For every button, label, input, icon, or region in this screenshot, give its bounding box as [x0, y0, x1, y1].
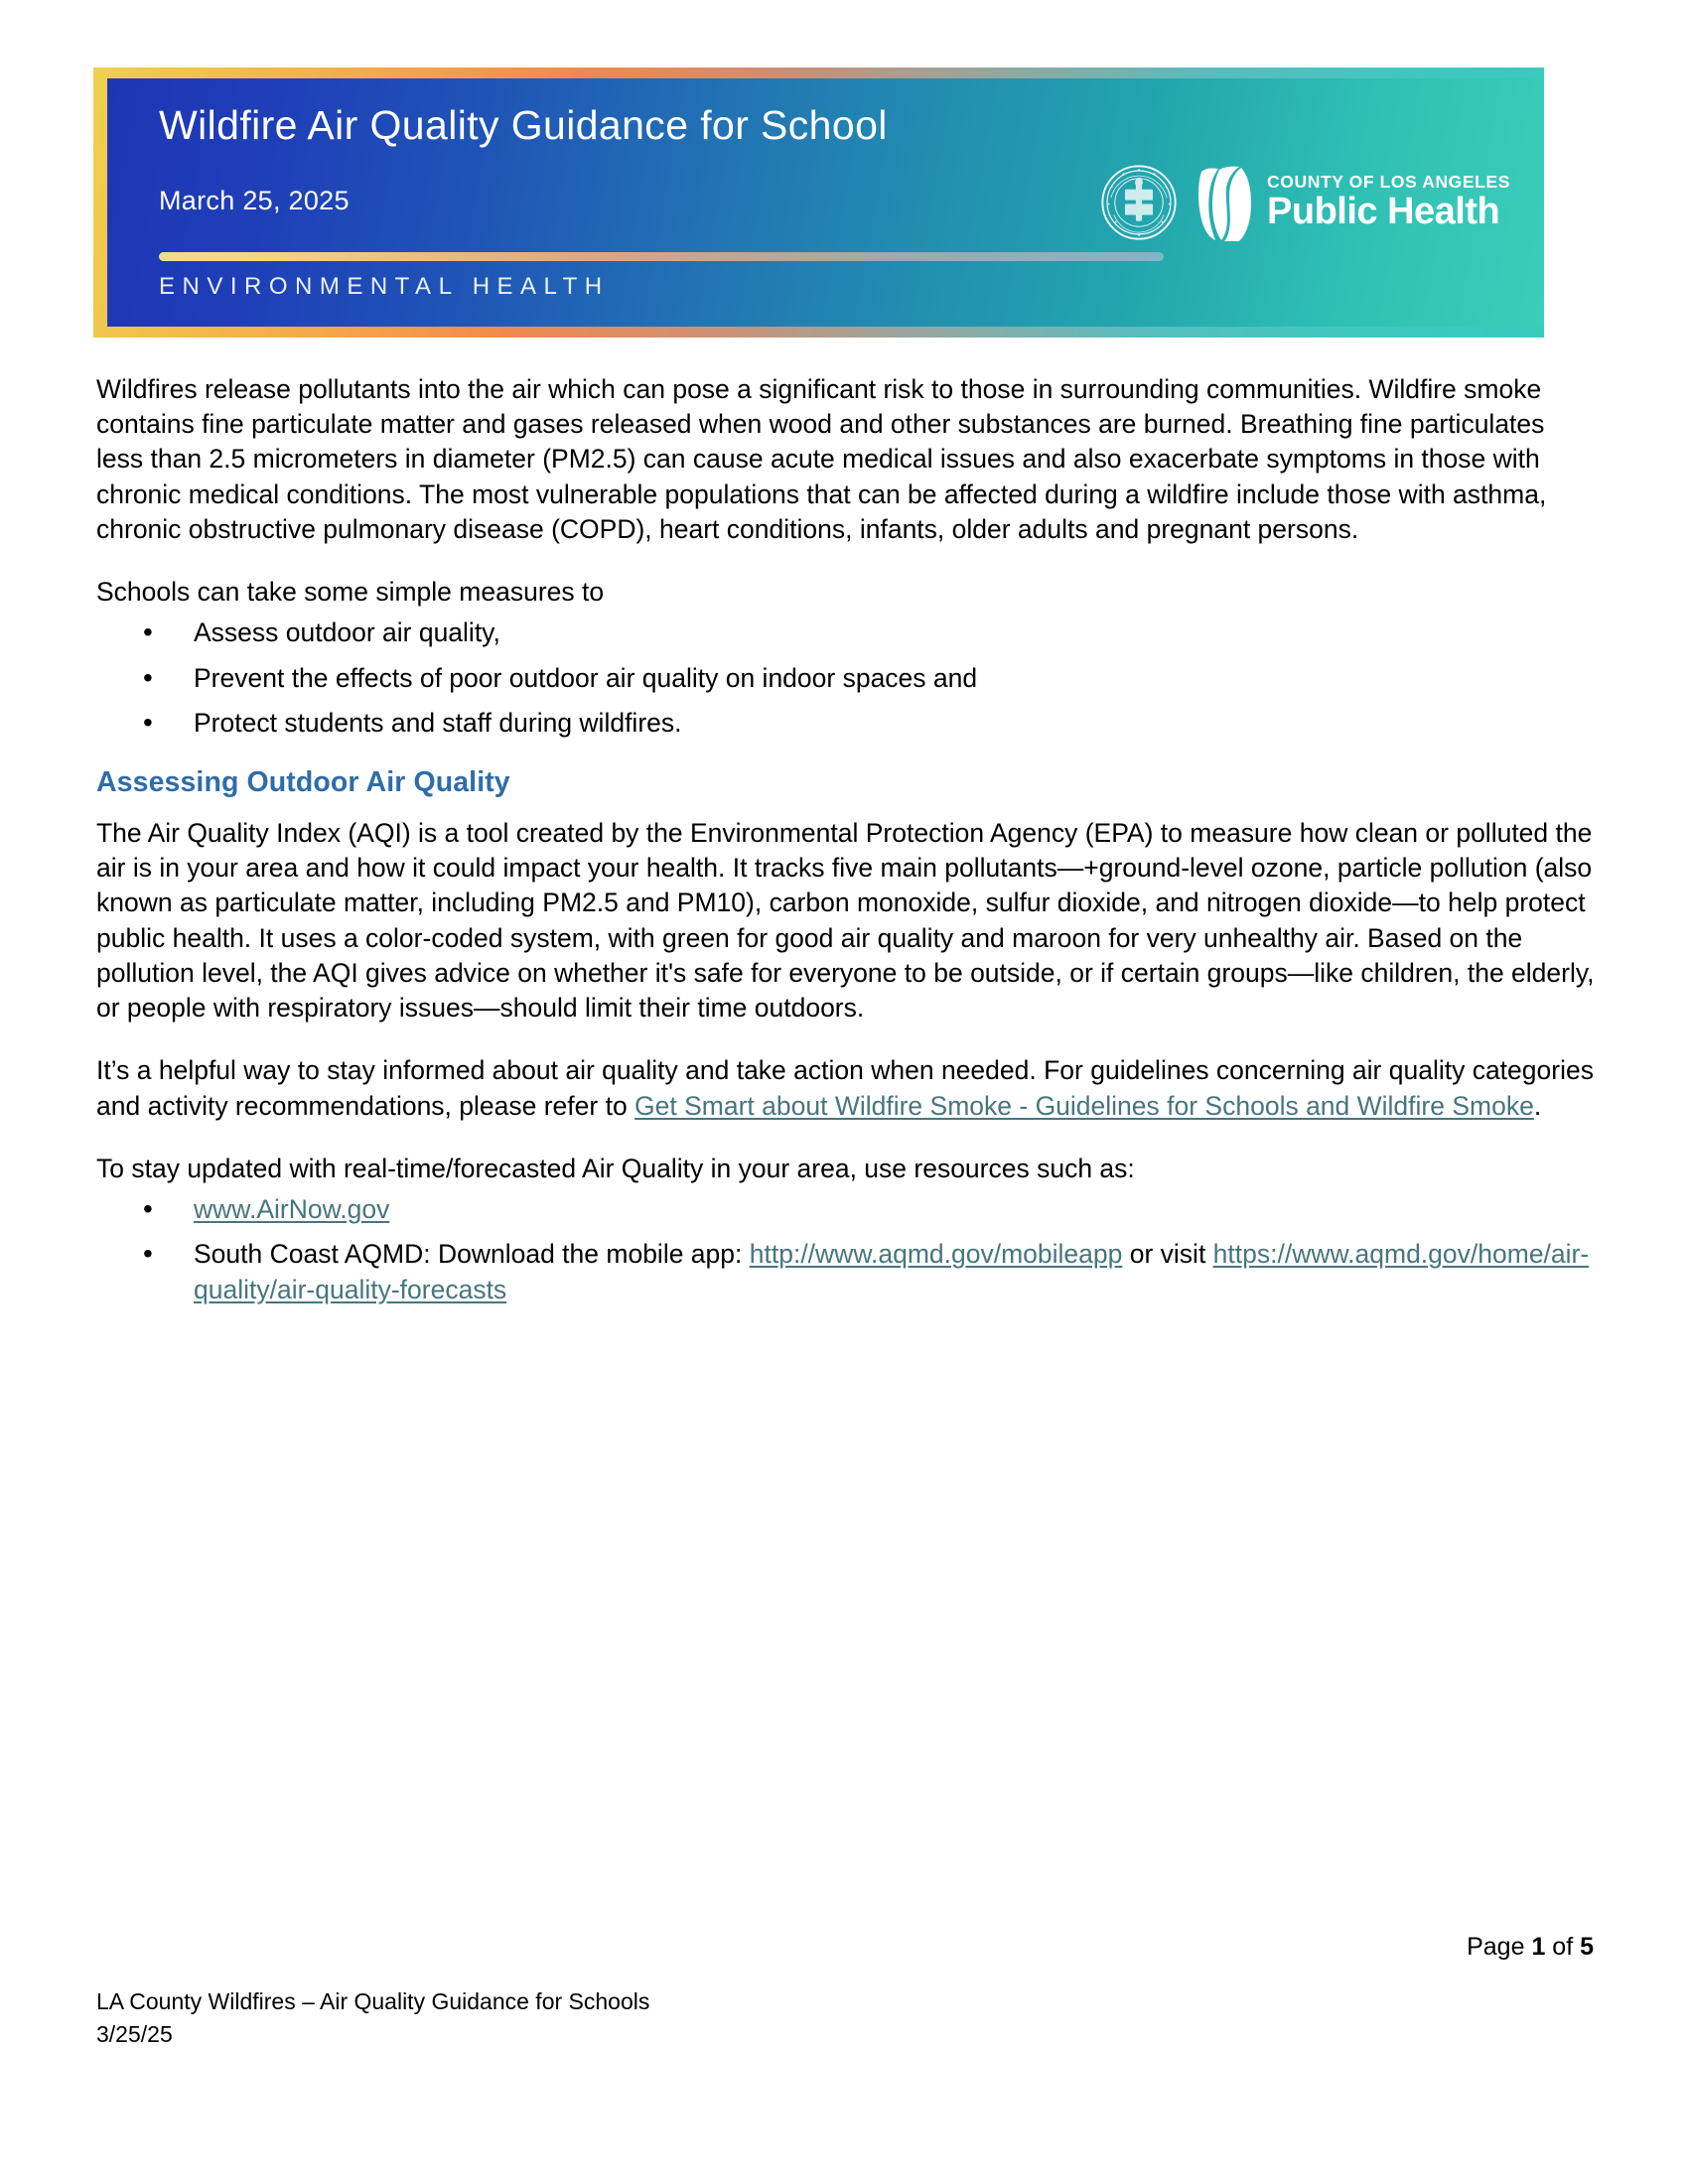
page-number: [1467, 1933, 1594, 1962]
list-item: [96, 1192, 1596, 1227]
list-item: • Prevent the effects of poor outdoor air quality on indoor spaces and: [96, 661, 1596, 696]
resources-lead: To stay updated with real-time/forecasted Air Quality in your area, use resources such as:: [96, 1153, 1135, 1183]
aqmd-mobileapp-link[interactable]: http://www.aqmd.gov/mobileapp: [749, 1239, 1123, 1270]
document-body: [96, 372, 1596, 1331]
footer-doc-date: 3/25/25: [96, 2020, 173, 2047]
measures-lead: Schools can take some simple measures to: [96, 577, 605, 608]
helpful-text-before: It’s a helpful way to stay informed about air quality and take action when needed. For guidelines concerning air quality categories and activity recommendations, please refer to: [96, 1055, 1594, 1121]
section-heading-assessing-outdoor-air-quality: Assessing Outdoor Air Quality: [96, 766, 510, 799]
county-line: COUNTY OF LOS ANGELES: [1267, 171, 1510, 192]
public-health-faces-icon: [1196, 164, 1257, 241]
document-header-banner: [93, 68, 1544, 338]
measures-list: [96, 615, 1596, 741]
footer: [96, 1985, 649, 2050]
page-current: 1: [1531, 1933, 1546, 1961]
banner-subtitle: ENVIRONMENTAL HEALTH: [159, 273, 610, 300]
page-total: 5: [1580, 1933, 1594, 1961]
aqmd-text-prefix: South Coast AQMD: Download the mobile app:: [194, 1239, 750, 1270]
intro-paragraph: Wildfires release pollutants into the air which can pose a significant risk to those in surrounding communities. Wildfire smoke contains fine particulate matter and gases released when wood and other substances are burned. Breathing fine particulates less than 2.5 micrometers in diameter (PM2.5) can cause acute medical issues and also exacerbate symptoms in those with chronic medical conditions. The most vulnerable populations that can be affected during a wildfire include those with asthma, chronic obstructive pulmonary disease (COPD), heart conditions, infants, older adults and pregnant persons.: [96, 374, 1547, 544]
helpful-text-after: .: [1533, 1090, 1542, 1121]
airnow-link[interactable]: www.AirNow.gov: [194, 1194, 390, 1225]
list-item: • Assess outdoor air quality,: [96, 615, 1596, 650]
list-item: [96, 1237, 1596, 1306]
banner-inner: [107, 78, 1544, 327]
banner-date: March 25, 2025: [159, 186, 350, 215]
logo-area: [1100, 78, 1510, 327]
banner-divider-rule: [159, 252, 1164, 261]
aqi-paragraph: The Air Quality Index (AQI) is a tool created by the Environmental Protection Agency (EPA) to measure how clean or polluted the air is in your area and how it could impact your health. It tracks five main pollutants—+ground-level ozone, particle pollution (also known as particulate matter, including PM2.5 and PM10), carbon monoxide, sulfur dioxide, and nitrogen dioxide—to help protect public health. It uses a color-coded system, with green for good air quality and maroon for very unhealthy air. Based on the pollution level, the AQI gives advice on whether it's safe for everyone to be outside, or if certain groups—like children, the elderly, or people with respiratory issues—should limit their time outdoors.: [96, 818, 1595, 1024]
county-seal-icon: [1100, 164, 1178, 241]
list-item: • Protect students and staff during wildfires.: [96, 706, 1596, 741]
banner-title: Wildfire Air Quality Guidance for School: [159, 102, 888, 148]
resources-list: [96, 1192, 1596, 1307]
public-health-wordmark: [1267, 171, 1510, 233]
aqmd-text-middle: or visit: [1122, 1239, 1213, 1270]
public-health-logo: [1196, 164, 1510, 241]
page-of: of: [1545, 1933, 1581, 1961]
aqmd-forecasts-link[interactable]: https://www.aqmd.gov/home/air-quality/air-quality-forecasts: [194, 1239, 1590, 1304]
helpful-paragraph: [96, 1053, 1596, 1123]
footer-doc-title: LA County Wildfires – Air Quality Guidance for Schools: [96, 1988, 650, 2014]
org-name: Public Health: [1267, 191, 1500, 233]
page-label-prefix: Page: [1467, 1933, 1532, 1961]
get-smart-wildfire-smoke-link[interactable]: Get Smart about Wildfire Smoke - Guidelines for Schools and Wildfire Smoke: [634, 1090, 1534, 1121]
